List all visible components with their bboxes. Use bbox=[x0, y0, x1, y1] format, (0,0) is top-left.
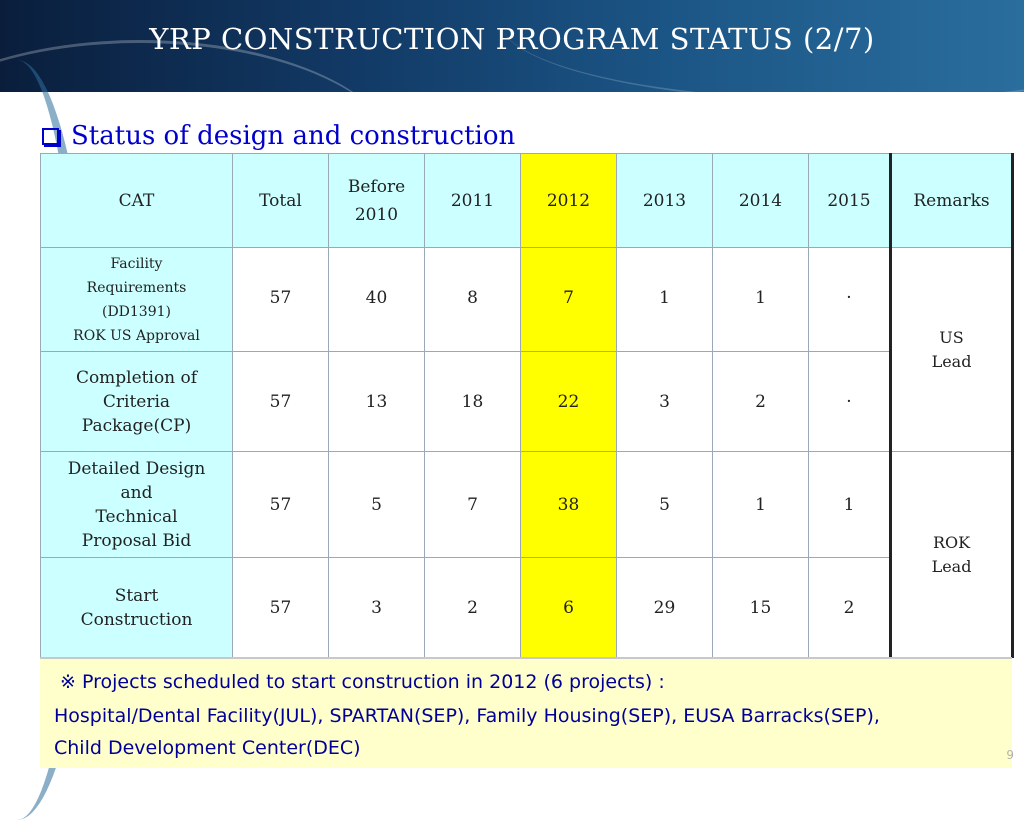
table-row bbox=[41, 452, 1013, 558]
cat-line: Completion of bbox=[75, 367, 198, 388]
cell-2014: 15 bbox=[713, 558, 809, 658]
table-header-row bbox=[41, 154, 1013, 248]
cat-line: and bbox=[120, 482, 153, 503]
header-2013: 2013 bbox=[617, 154, 713, 248]
cell-2012: 22 bbox=[521, 352, 617, 452]
note-box bbox=[40, 657, 1012, 768]
header-2011: 2011 bbox=[425, 154, 521, 248]
table-row bbox=[41, 248, 1013, 352]
cell-2012: 6 bbox=[521, 558, 617, 658]
header-2012: 2012 bbox=[521, 154, 617, 248]
checkbox-bullet-icon bbox=[42, 128, 59, 145]
remarks-us-lead bbox=[891, 248, 1013, 452]
header-before-line2: 2010 bbox=[354, 204, 399, 225]
cell-2011: 2 bbox=[425, 558, 521, 658]
remarks-line: Lead bbox=[931, 556, 972, 576]
cell-2013: 29 bbox=[617, 558, 713, 658]
remarks-line: US bbox=[939, 327, 964, 347]
header-before-line1: Before bbox=[347, 176, 406, 197]
cell-before-2010: 13 bbox=[329, 352, 425, 452]
header-remarks: Remarks bbox=[891, 154, 1013, 248]
row-cat-criteria-package bbox=[41, 352, 233, 452]
cell-2015: 2 bbox=[809, 558, 891, 658]
cell-total: 57 bbox=[233, 452, 329, 558]
section-heading bbox=[42, 118, 515, 154]
cell-2011: 7 bbox=[425, 452, 521, 558]
cell-2012: 38 bbox=[521, 452, 617, 558]
status-table bbox=[40, 153, 1014, 658]
cat-line: Proposal Bid bbox=[81, 530, 192, 551]
cat-line: Detailed Design bbox=[67, 458, 206, 479]
cell-2015: 1 bbox=[809, 452, 891, 558]
cell-2014: 1 bbox=[713, 248, 809, 352]
cell-2011: 18 bbox=[425, 352, 521, 452]
cell-2015: · bbox=[809, 248, 891, 352]
section-heading-text: Status of design and construction bbox=[71, 121, 516, 151]
cell-before-2010: 40 bbox=[329, 248, 425, 352]
cell-2013: 1 bbox=[617, 248, 713, 352]
header-total: Total bbox=[233, 154, 329, 248]
remarks-rok-lead bbox=[891, 452, 1013, 658]
cell-2014: 2 bbox=[713, 352, 809, 452]
header-2014: 2014 bbox=[713, 154, 809, 248]
header-before-2010 bbox=[329, 154, 425, 248]
table-row bbox=[41, 352, 1013, 452]
note-line-1: ※ Projects scheduled to start construction in 2012 (6 projects) : bbox=[60, 671, 665, 693]
header-2015: 2015 bbox=[809, 154, 891, 248]
cat-line: Start bbox=[114, 585, 159, 606]
cell-before-2010: 3 bbox=[329, 558, 425, 658]
note-line-2: Hospital/Dental Facility(JUL), SPARTAN(SEP), Family Housing(SEP), EUSA Barracks(SEP), bbox=[54, 705, 880, 727]
page-number: 9 bbox=[1006, 748, 1014, 762]
cell-total: 57 bbox=[233, 352, 329, 452]
cat-line: ROK US Approval bbox=[73, 328, 200, 344]
cell-2011: 8 bbox=[425, 248, 521, 352]
cat-line: (DD1391) bbox=[101, 304, 171, 320]
cell-total: 57 bbox=[233, 558, 329, 658]
cat-line: Criteria bbox=[102, 391, 171, 412]
cell-2012: 7 bbox=[521, 248, 617, 352]
cat-line: Requirements bbox=[86, 280, 187, 296]
row-cat-detailed-design bbox=[41, 452, 233, 558]
cell-2013: 3 bbox=[617, 352, 713, 452]
row-cat-start-construction bbox=[41, 558, 233, 658]
note-line-3: Child Development Center(DEC) bbox=[54, 737, 361, 759]
cat-line: Facility bbox=[110, 256, 163, 272]
table-row bbox=[41, 558, 1013, 658]
cell-2015: · bbox=[809, 352, 891, 452]
cell-total: 57 bbox=[233, 248, 329, 352]
cell-before-2010: 5 bbox=[329, 452, 425, 558]
cat-line: Package(CP) bbox=[81, 415, 192, 436]
header-cat: CAT bbox=[41, 154, 233, 248]
slide-title: YRP CONSTRUCTION PROGRAM STATUS (2/7) bbox=[149, 22, 875, 56]
row-cat-facility-requirements bbox=[41, 248, 233, 352]
cat-line: Technical bbox=[95, 506, 178, 527]
cell-2014: 1 bbox=[713, 452, 809, 558]
remarks-line: Lead bbox=[931, 351, 972, 371]
cat-line: Construction bbox=[80, 609, 193, 630]
cell-2013: 5 bbox=[617, 452, 713, 558]
remarks-line: ROK bbox=[932, 532, 971, 552]
